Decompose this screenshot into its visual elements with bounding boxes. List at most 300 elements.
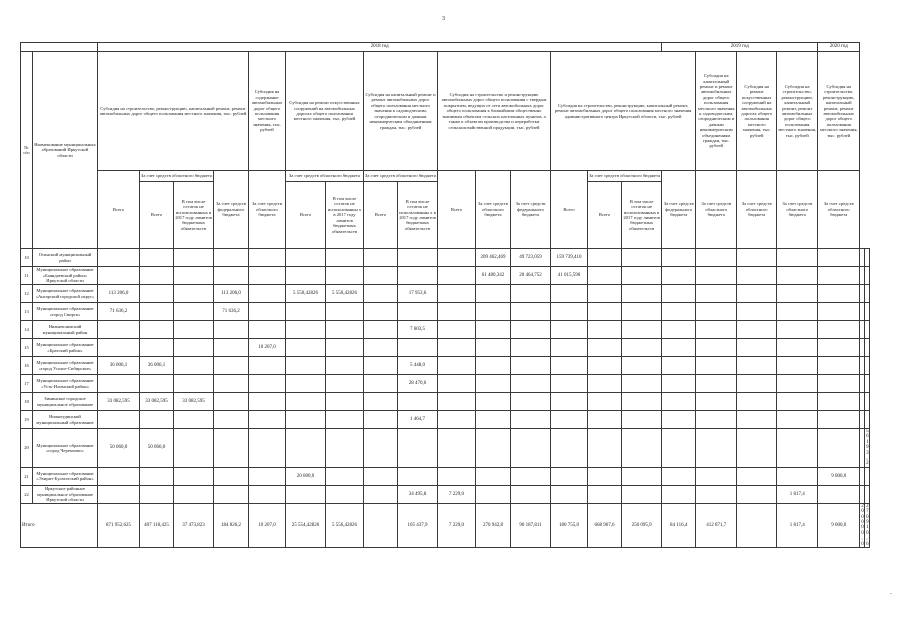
value-cell: 20 464,752 [511, 267, 551, 285]
value-cell [696, 467, 737, 485]
value-cell [511, 357, 551, 375]
value-cell [326, 303, 364, 321]
header-oblast: За счет средств областного бюджета [696, 171, 737, 249]
value-cell: 5 448,0 [398, 357, 438, 375]
value-cell [737, 321, 777, 339]
header-vsego: Всего [551, 171, 588, 249]
value-cell [511, 467, 551, 485]
value-cell [286, 339, 326, 357]
value-cell: 36 006,1 [140, 357, 174, 375]
header-group-8: Субсидия на ремонт искусственных сооружений на автомобильных дорогах общего пользования местного значения, тыс. рублей [737, 52, 777, 171]
value-cell [622, 339, 662, 357]
value-cell [398, 267, 438, 285]
value-cell [174, 285, 214, 303]
value-cell [622, 285, 662, 303]
value-cell [140, 303, 174, 321]
value-cell [98, 249, 140, 267]
municipality-name: Муниципальное образование «Усть-Илимский район» [33, 375, 98, 393]
value-cell [476, 375, 511, 393]
row-number: 16 [21, 357, 33, 375]
value-cell [551, 321, 588, 339]
value-cell [865, 249, 870, 267]
value-cell [140, 375, 174, 393]
value-cell [326, 411, 364, 429]
value-cell [286, 321, 326, 339]
value-cell [662, 429, 696, 468]
value-cell [865, 485, 870, 503]
value-cell [214, 467, 249, 485]
value-cell [662, 375, 696, 393]
value-cell [511, 429, 551, 468]
total-cell: 256 095,9 [622, 503, 662, 547]
table-row [21, 429, 870, 468]
value-cell [174, 467, 214, 485]
total-cell: 7 229,0 [438, 503, 476, 547]
row-number: 17 [21, 375, 33, 393]
value-cell [326, 357, 364, 375]
value-cell: 36 006,1 [98, 357, 140, 375]
value-cell [249, 375, 286, 393]
header-group-10: Субсидия на строительство, реконструкцию, капитальный ремонт, ремонт автомобильных дорог общего пользования местного значения, тыс. рублей [818, 52, 860, 171]
value-cell: 5 550,42826 [326, 285, 364, 303]
value-cell [214, 267, 249, 285]
table-row [21, 357, 870, 375]
value-cell: 34 495,8 [398, 485, 438, 503]
value-cell [588, 393, 622, 411]
municipality-name: Муниципальное образование «Эхирит-Булагатский район» [33, 467, 98, 485]
value-cell [214, 411, 249, 429]
value-cell [286, 393, 326, 411]
value-cell [865, 267, 870, 285]
value-cell [476, 285, 511, 303]
value-cell [364, 249, 398, 267]
total-cell: 184 826,2 [214, 503, 249, 547]
value-cell [98, 321, 140, 339]
value-cell [98, 411, 140, 429]
value-cell [326, 267, 364, 285]
table-row [21, 249, 870, 267]
value-cell [476, 429, 511, 468]
value-cell: 17 953,6 [398, 285, 438, 303]
header-oblast: За счет средств областного бюджета [249, 171, 286, 249]
header-vsego: Всего [140, 182, 174, 249]
value-cell [364, 429, 398, 468]
value-cell [398, 303, 438, 321]
header-group-4: Субсидия на капитальный ремонт и ремонт автомобильных дорог общего пользования местного значения к садоводческим, огородническим и дачным некоммерческим объединениям граждан, тыс. рублей [364, 52, 438, 171]
row-number: 20 [21, 429, 33, 468]
municipality-name: Нижнеилимский муниципальный район [33, 321, 98, 339]
value-cell [438, 429, 476, 468]
value-cell [364, 485, 398, 503]
value-cell [551, 467, 588, 485]
header-vsego: Всего [286, 182, 326, 249]
municipality-name: Зиминское городское муниципальное образование [33, 393, 98, 411]
value-cell [818, 267, 860, 285]
value-cell [286, 357, 326, 375]
table-row [21, 467, 870, 485]
value-cell [286, 411, 326, 429]
value-cell [777, 411, 818, 429]
value-cell [140, 267, 174, 285]
subsidy-table [20, 42, 870, 548]
value-cell [174, 411, 214, 429]
value-cell [140, 321, 174, 339]
header-group-6: Субсидия на строительство, реконструкцию, капитальный ремонт, ремонт автомобильных дорог общего пользования местного значения административного центра Иркутской области, тыс. рублей [551, 52, 696, 171]
value-cell [622, 429, 662, 468]
value-cell [737, 303, 777, 321]
value-cell [326, 429, 364, 468]
value-cell [662, 285, 696, 303]
header-oblast: За счет средств областного бюджета [737, 171, 777, 249]
header-row-number: № п/п [21, 52, 33, 249]
value-cell [588, 485, 622, 503]
header-oblast: За счет средств областного бюджета [140, 171, 214, 182]
row-number: 14 [21, 321, 33, 339]
value-cell [818, 285, 860, 303]
value-cell: 7 603,5 [398, 321, 438, 339]
header-remainder: В том числе остаток не использованных в 2017 году лимитов бюджетных обязательств [622, 182, 662, 249]
header-oblast: За счет средств областного бюджета [286, 171, 364, 182]
value-cell: 10 207,0 [249, 339, 286, 357]
header-remainder: В том числе остаток не использованных в 2017 году лимитов бюджетных обязательств [174, 182, 214, 249]
value-cell [364, 267, 398, 285]
value-cell [551, 411, 588, 429]
value-cell [286, 249, 326, 267]
side-marker: - [890, 592, 892, 597]
value-cell [326, 321, 364, 339]
value-cell [737, 411, 777, 429]
value-cell [622, 357, 662, 375]
total-cell: 270 910,6 [866, 503, 869, 547]
value-cell [438, 467, 476, 485]
value-cell [326, 375, 364, 393]
header-remainder: В том числе остаток не использованны х в 2017 году лимитов бюджетных обязательств [326, 182, 364, 249]
value-cell [865, 393, 870, 411]
header-oblast: За счет средств областного бюджета [476, 171, 511, 249]
value-cell: 1 817,4 [777, 485, 818, 503]
value-cell [777, 357, 818, 375]
value-cell [511, 375, 551, 393]
header-group-5: Субсидия на строительство и реконструкцию автомобильных дорог общего пользования с твердым покрытием, ведущих от сети автомобильных дорог общего пользования к ближайшим общественно значимым объектам сельских населенных пунктов, а также к объектам производства и переработки сельскохозяйственной продукции, тыс. рублей [438, 52, 551, 171]
value-cell: 33 082,595 [98, 393, 140, 411]
value-cell [214, 375, 249, 393]
value-cell [249, 321, 286, 339]
value-cell [865, 303, 870, 321]
value-cell [398, 393, 438, 411]
value-cell [438, 249, 476, 267]
value-cell [696, 303, 737, 321]
total-cell: 668 967,6 [588, 503, 622, 547]
row-number: 22 [21, 485, 33, 503]
total-cell: 37 473,823 [174, 503, 214, 547]
table-row [21, 411, 870, 429]
total-cell: 9 000,0 [818, 503, 860, 547]
value-cell [818, 339, 860, 357]
value-cell [865, 375, 870, 393]
value-cell: 209 462,469 [476, 249, 511, 267]
value-cell [662, 393, 696, 411]
value-cell [214, 485, 249, 503]
value-cell [249, 411, 286, 429]
municipality-name: Муниципальное образование «город Свирск» [33, 303, 98, 321]
value-cell [696, 411, 737, 429]
value-cell [214, 321, 249, 339]
value-cell [696, 249, 737, 267]
value-cell [622, 411, 662, 429]
value-cell [476, 467, 511, 485]
value-cell [622, 393, 662, 411]
row-number: 19 [21, 411, 33, 429]
header-federal: За счет средств федерального бюджета [662, 171, 696, 249]
value-cell [140, 467, 174, 485]
value-cell: 1 464,7 [398, 411, 438, 429]
value-cell: 113 206,0 [214, 285, 249, 303]
value-cell [249, 357, 286, 375]
value-cell [737, 467, 777, 485]
total-cell: 407 118,425 [140, 503, 174, 547]
value-cell [818, 485, 860, 503]
header-federal: За счет средств федерального бюджета [511, 171, 551, 249]
value-cell [737, 485, 777, 503]
value-cell [174, 303, 214, 321]
municipality-name: Иркутское районное муниципальное образование Иркутской области [33, 485, 98, 503]
value-cell [662, 411, 696, 429]
value-cell [438, 285, 476, 303]
value-cell [98, 485, 140, 503]
value-cell [818, 375, 860, 393]
value-cell [662, 303, 696, 321]
value-cell [777, 339, 818, 357]
value-cell [696, 485, 737, 503]
value-cell [398, 429, 438, 468]
value-cell [364, 321, 398, 339]
value-cell [174, 321, 214, 339]
value-cell [737, 357, 777, 375]
value-cell [865, 467, 870, 485]
value-cell: 113 206,0 [98, 285, 140, 303]
table-row [21, 339, 870, 357]
value-cell [662, 267, 696, 285]
value-cell [662, 467, 696, 485]
total-cell: 84 116,4 [662, 503, 696, 547]
value-cell [777, 249, 818, 267]
value-cell [696, 375, 737, 393]
value-cell [737, 249, 777, 267]
value-cell [511, 303, 551, 321]
value-cell [249, 429, 286, 468]
value-cell [622, 249, 662, 267]
value-cell: 33 082,595 [140, 393, 174, 411]
value-cell [286, 485, 326, 503]
value-cell [98, 339, 140, 357]
value-cell [737, 339, 777, 357]
value-cell [777, 267, 818, 285]
value-cell [818, 429, 860, 468]
value-cell [214, 429, 249, 468]
value-cell [551, 285, 588, 303]
value-cell [140, 339, 174, 357]
value-cell [249, 393, 286, 411]
year-2019: 2019 год [662, 43, 818, 52]
value-cell [662, 339, 696, 357]
total-cell: 25 554,42826 [286, 503, 326, 547]
row-number: 12 [21, 285, 33, 303]
total-cell: 270 942,8 [476, 503, 511, 547]
value-cell [476, 321, 511, 339]
value-cell [696, 357, 737, 375]
value-cell [140, 485, 174, 503]
value-cell [364, 339, 398, 357]
value-cell [777, 285, 818, 303]
value-cell: 7 229,0 [438, 485, 476, 503]
value-cell [777, 303, 818, 321]
value-cell [249, 485, 286, 503]
value-cell [551, 357, 588, 375]
value-cell [818, 411, 860, 429]
value-cell [588, 411, 622, 429]
value-cell [174, 339, 214, 357]
value-cell [511, 485, 551, 503]
value-cell: 71 636,2 [214, 303, 249, 321]
header-vsego: Всего [438, 171, 476, 249]
municipality-name: Муниципальное образование «город Черемхово» [33, 429, 98, 468]
total-cell: 10 207,0 [249, 503, 286, 547]
value-cell [326, 467, 364, 485]
value-cell [622, 321, 662, 339]
total-cell: 5 556,42826 [326, 503, 364, 547]
header-group-7: Субсидия на капитальный ремонт и ремонт автомобильных дорог общего пользования местного значения к садоводческим, огородническим и дачным некоммерческим объединениям граждан, тыс. рублей [696, 52, 737, 171]
value-cell [214, 249, 249, 267]
header-group-9: Субсидия на строительство, реконструкцию, капитальный ремонт, ремонт автомобильных дорог общего пользования местного значения, тыс. рублей [777, 52, 818, 171]
value-cell: 61 480,342 [476, 267, 511, 285]
value-cell [777, 375, 818, 393]
table-row [21, 321, 870, 339]
value-cell: 20 000,0 [286, 467, 326, 485]
value-cell [286, 375, 326, 393]
header-group-3: Субсидия на ремонт искусственных сооружений на автомобильных дорогах общего пользования местного значения, тыс. рублей [286, 52, 364, 171]
municipality-name: Нижнеудинский муниципальный образование [33, 411, 98, 429]
table-row [21, 267, 870, 285]
value-cell [140, 285, 174, 303]
value-cell [588, 249, 622, 267]
value-cell [364, 285, 398, 303]
value-cell [737, 285, 777, 303]
value-cell: 9 000,0 [818, 467, 860, 485]
year-2020: 2020 год [818, 43, 860, 52]
row-number: 11 [21, 267, 33, 285]
header-vsego: Всего [588, 182, 622, 249]
value-cell [865, 321, 870, 339]
value-cell [551, 303, 588, 321]
value-cell [622, 467, 662, 485]
total-cell: 90 187,811 [511, 503, 551, 547]
corner-cell [21, 43, 98, 52]
value-cell [326, 249, 364, 267]
value-cell [174, 357, 214, 375]
value-cell [662, 321, 696, 339]
value-cell [777, 429, 818, 468]
value-cell [511, 339, 551, 357]
value-cell [364, 411, 398, 429]
value-cell [696, 429, 737, 468]
value-cell [249, 303, 286, 321]
value-cell [98, 267, 140, 285]
value-cell [438, 339, 476, 357]
value-cell: 50 060,0 [98, 429, 140, 468]
value-cell [865, 357, 870, 375]
value-cell [438, 357, 476, 375]
value-cell [818, 303, 860, 321]
header-group-1: Субсидия на строительство, реконструкцию, капитальный ремонт, ремонт автомобильных дорог общего пользования местного значения, тыс. рублей [98, 52, 249, 171]
total-cell: 871 952,625 [98, 503, 140, 547]
value-cell [398, 467, 438, 485]
value-cell [818, 393, 860, 411]
value-cell [214, 339, 249, 357]
value-cell [249, 285, 286, 303]
value-cell [818, 357, 860, 375]
value-cell [622, 485, 662, 503]
value-cell [174, 249, 214, 267]
value-cell [398, 339, 438, 357]
value-cell: 28 470,6 [398, 375, 438, 393]
value-cell [737, 429, 777, 468]
value-cell [476, 393, 511, 411]
value-cell: 50 060,0 [140, 429, 174, 468]
value-cell [214, 393, 249, 411]
value-cell [286, 429, 326, 468]
value-cell [438, 411, 476, 429]
value-cell [438, 375, 476, 393]
municipality-name: Муниципальное образование «Братский район» [33, 339, 98, 357]
value-cell [696, 267, 737, 285]
header-municipality: Наименование муниципальных образований Иркутской области [33, 52, 98, 249]
header-remainder: В том числе остаток не использованны х в 2017 году лимитов бюджетных обязательств [398, 182, 438, 249]
value-cell [98, 375, 140, 393]
value-cell [737, 375, 777, 393]
page-number: 3 [442, 16, 445, 22]
header-oblast: За счет средств областного бюджета [818, 171, 860, 249]
value-cell [818, 321, 860, 339]
value-cell [588, 467, 622, 485]
value-cell [174, 429, 214, 468]
value-cell [476, 485, 511, 503]
value-cell [865, 285, 870, 303]
value-cell [696, 339, 737, 357]
value-cell [511, 393, 551, 411]
value-cell [696, 393, 737, 411]
total-cell: 1 817,4 [777, 503, 818, 547]
header-vsego: Всего [98, 171, 140, 249]
value-cell [438, 303, 476, 321]
value-cell [476, 303, 511, 321]
value-cell [174, 375, 214, 393]
total-cell: 200 000,0 [861, 503, 864, 547]
value-cell [364, 357, 398, 375]
value-cell [438, 393, 476, 411]
total-label: Итого [21, 503, 98, 547]
value-cell [364, 393, 398, 411]
value-cell: 56 193,2 [866, 429, 869, 467]
value-cell [249, 467, 286, 485]
value-cell [174, 485, 214, 503]
row-number: 13 [21, 303, 33, 321]
value-cell [588, 357, 622, 375]
value-cell [249, 267, 286, 285]
value-cell [249, 249, 286, 267]
value-cell [777, 321, 818, 339]
value-cell [364, 375, 398, 393]
municipality-name: Муниципальное образование «Ангарский городской округ» [33, 285, 98, 303]
